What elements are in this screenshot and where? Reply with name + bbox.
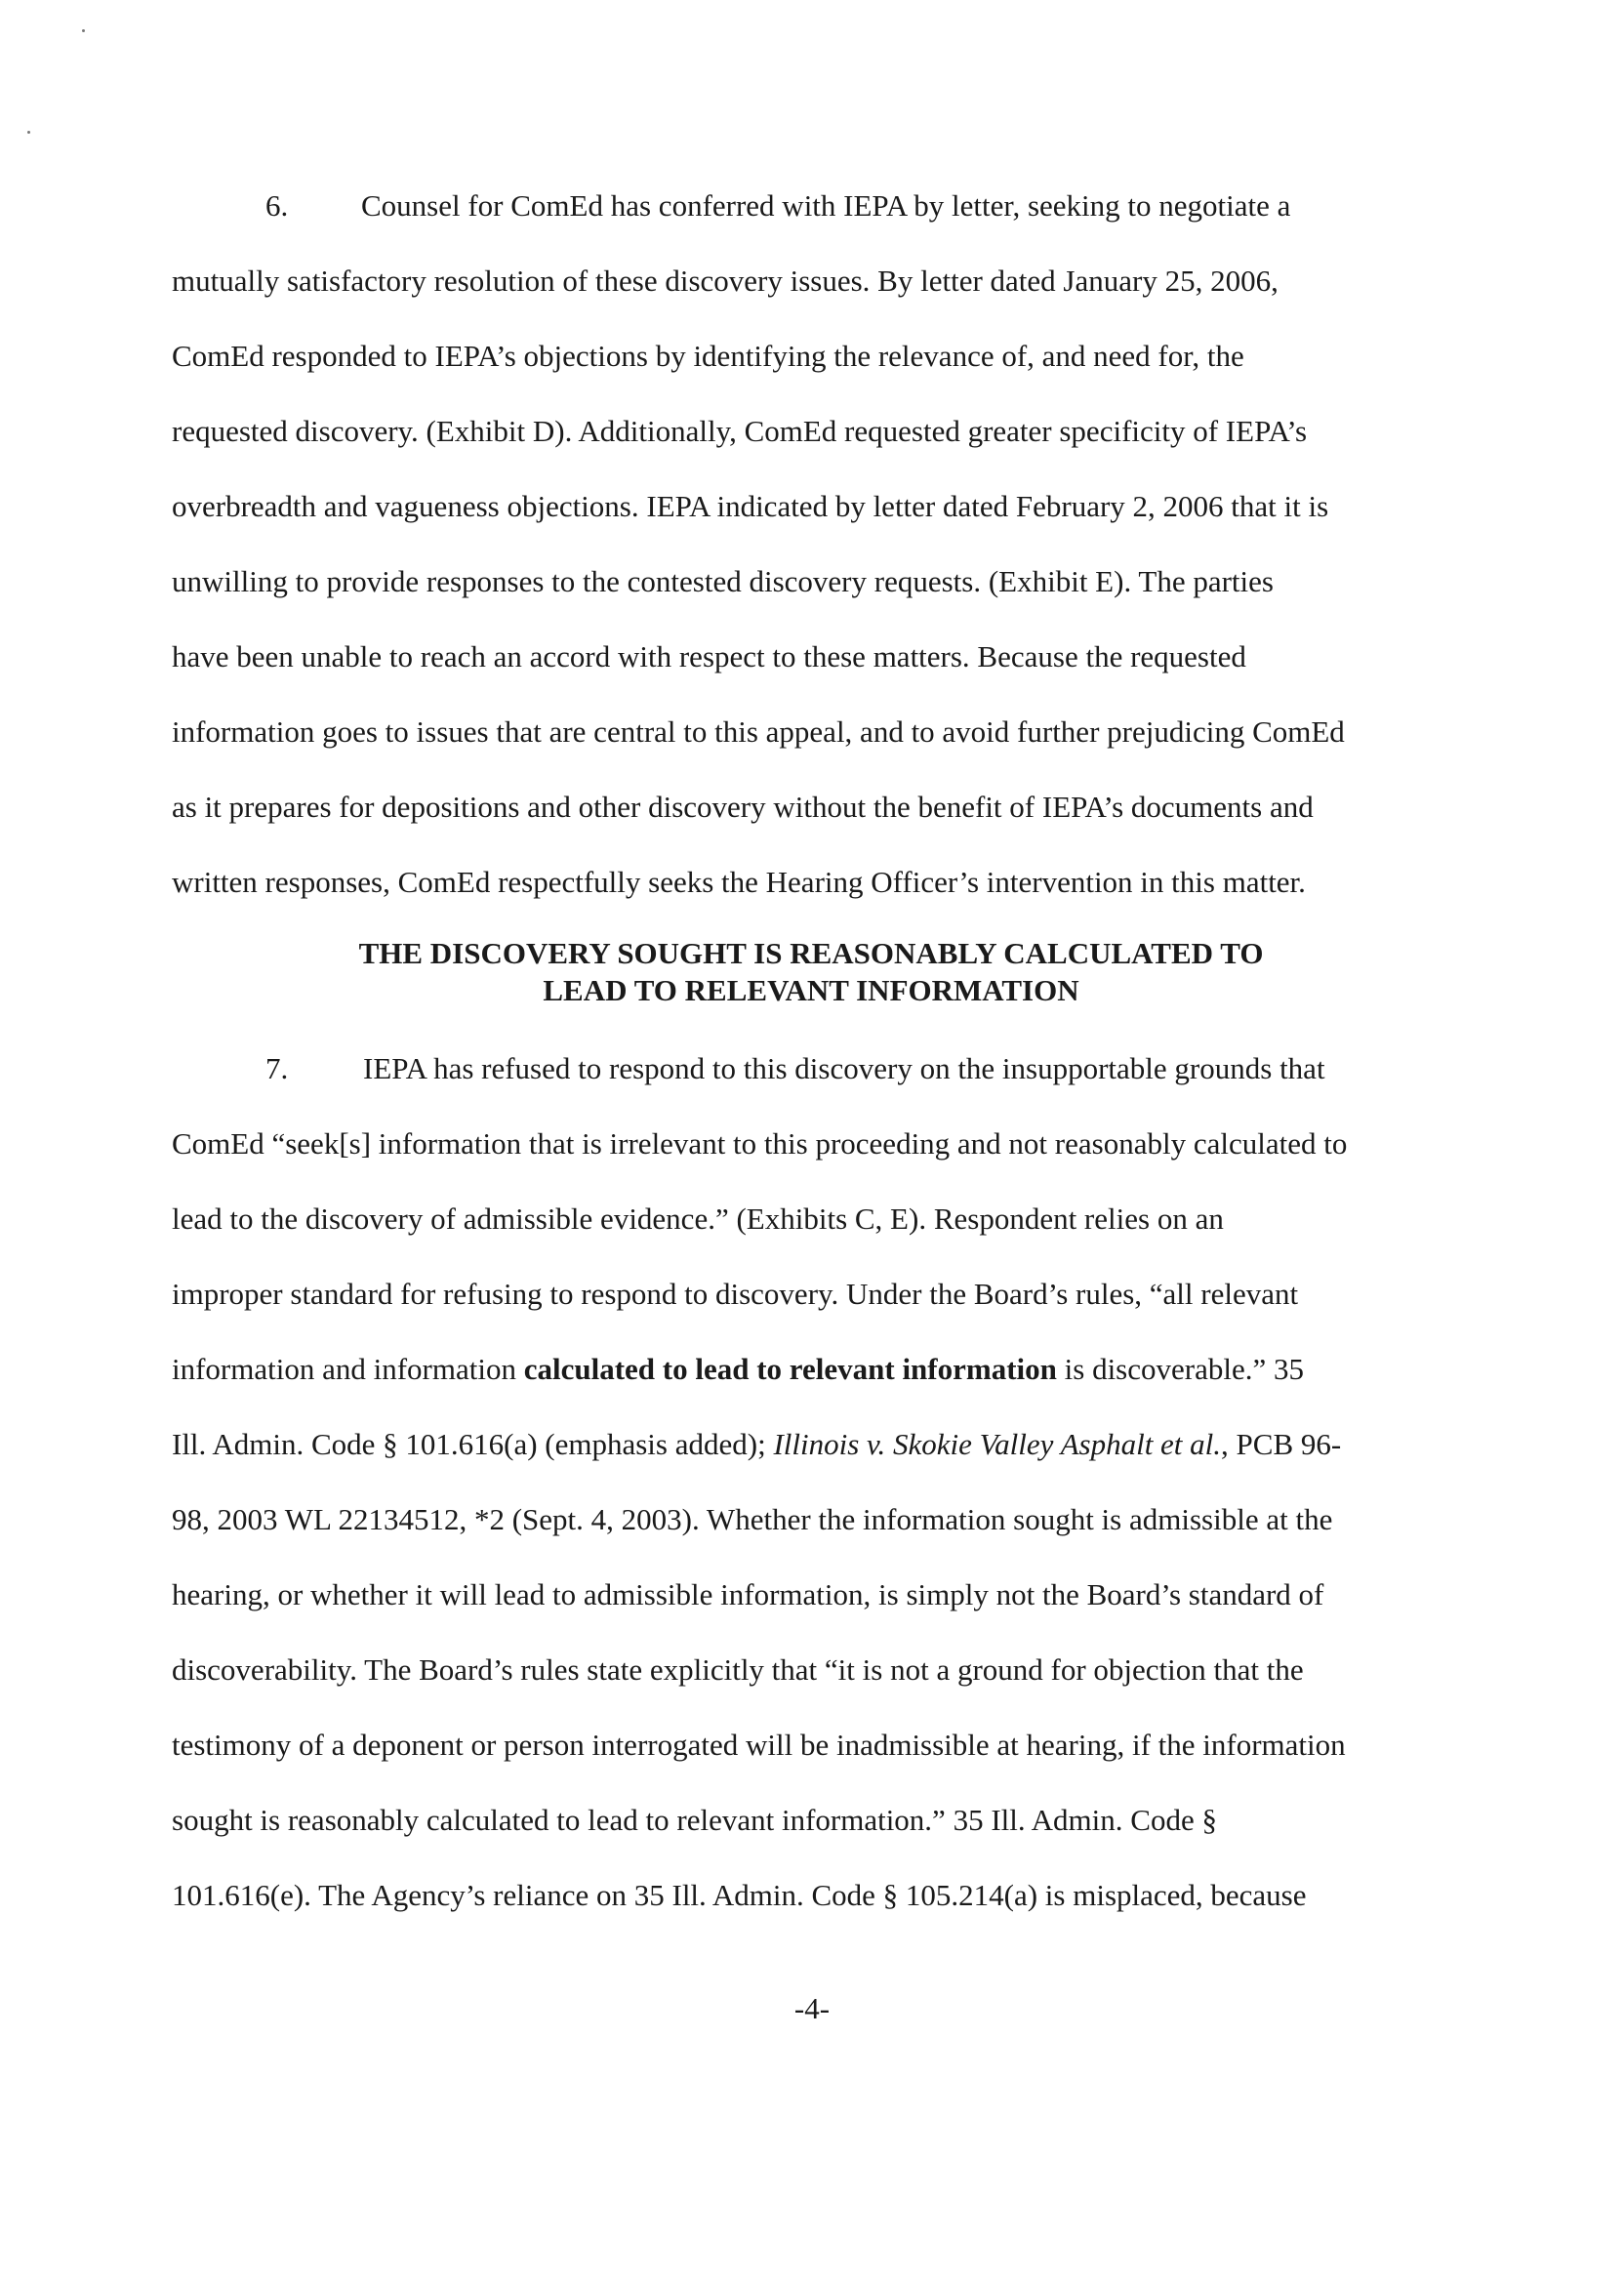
- paragraph-line: ComEd “seek[s] information that is irrelevant to this proceeding and not reasonably calculated to: [172, 1126, 1348, 1161]
- paragraph-line: 7. IEPA has refused to respond to this discovery on the insupportable grounds that: [0, 1031, 1450, 1106]
- paragraph-line: improper standard for refusing to respond to discovery. Under the Board’s rules, “all relevant: [172, 1277, 1299, 1311]
- paragraph-line: have been unable to reach an accord with respect to these matters. Because the requested: [172, 639, 1246, 673]
- page-number: -4-: [793, 1991, 831, 2025]
- paragraph-7: [172, 1031, 1450, 1933]
- paragraph-line: hearing, or whether it will lead to admissible information, is simply not the Board’s standard of: [172, 1577, 1324, 1611]
- paragraph-line: ComEd responded to IEPA’s objections by identifying the relevance of, and need for, the: [172, 339, 1244, 373]
- paragraph-line: as it prepares for depositions and other discovery without the benefit of IEPA’s documents and: [172, 790, 1314, 824]
- paragraph-line: sought is reasonably calculated to lead to relevant information.” 35 Ill. Admin. Code §: [172, 1803, 1217, 1837]
- paragraph-number: 7.: [265, 1051, 289, 1085]
- paragraph-line: 101.616(e). The Agency’s reliance on 35 Ill. Admin. Code § 105.214(a) is misplaced, because: [172, 1878, 1307, 1912]
- paragraph-line: discoverability. The Board’s rules state explicitly that “it is not a ground for objection that the: [172, 1652, 1304, 1687]
- paragraph-line: requested discovery. (Exhibit D). Additionally, ComEd requested greater specificity of IEPA’s: [172, 414, 1308, 448]
- case-citation: Illinois v. Skokie Valley Asphalt et al.: [773, 1427, 1222, 1461]
- paragraph-line: 98, 2003 WL 22134512, *2 (Sept. 4, 2003). Whether the information sought is admissible at the: [172, 1502, 1333, 1536]
- emphasized-text: calculated to lead to relevant information: [523, 1352, 1057, 1386]
- scan-speck: [27, 131, 30, 134]
- paragraph-line: unwilling to provide responses to the contested discovery requests. (Exhibit E). The parties: [172, 564, 1274, 598]
- scan-speck: [82, 29, 85, 32]
- heading-line: LEAD TO RELEVANT INFORMATION: [543, 973, 1079, 1007]
- paragraph-line: 6. Counsel for ComEd has conferred with IEPA by letter, seeking to negotiate a: [0, 168, 1450, 243]
- paragraph-line: written responses, ComEd respectfully seeks the Hearing Officer’s intervention in this matter.: [172, 865, 1306, 899]
- section-heading: [172, 935, 1450, 1009]
- paragraph-6: [172, 168, 1450, 919]
- paragraph-line: mutually satisfactory resolution of these discovery issues. By letter dated January 25, 2006,: [172, 264, 1279, 298]
- paragraph-line: Ill. Admin. Code § 101.616(a) (emphasis added); Illinois v. Skokie Valley Asphalt et al., PCB 96-: [172, 1427, 1342, 1461]
- paragraph-number: 6.: [265, 188, 289, 223]
- paragraph-line: information and information calculated to lead to relevant information is discoverable.” 35: [172, 1352, 1304, 1386]
- heading-line: THE DISCOVERY SOUGHT IS REASONABLY CALCULATED TO: [358, 936, 1264, 970]
- paragraph-line: lead to the discovery of admissible evidence.” (Exhibits C, E). Respondent relies on an: [172, 1202, 1224, 1236]
- paragraph-line: information goes to issues that are central to this appeal, and to avoid further prejudicing ComEd: [172, 714, 1345, 749]
- paragraph-line: testimony of a deponent or person interrogated will be inadmissible at hearing, if the information: [172, 1728, 1346, 1762]
- paragraph-line: overbreadth and vagueness objections. IEPA indicated by letter dated February 2, 2006 that it is: [172, 489, 1329, 523]
